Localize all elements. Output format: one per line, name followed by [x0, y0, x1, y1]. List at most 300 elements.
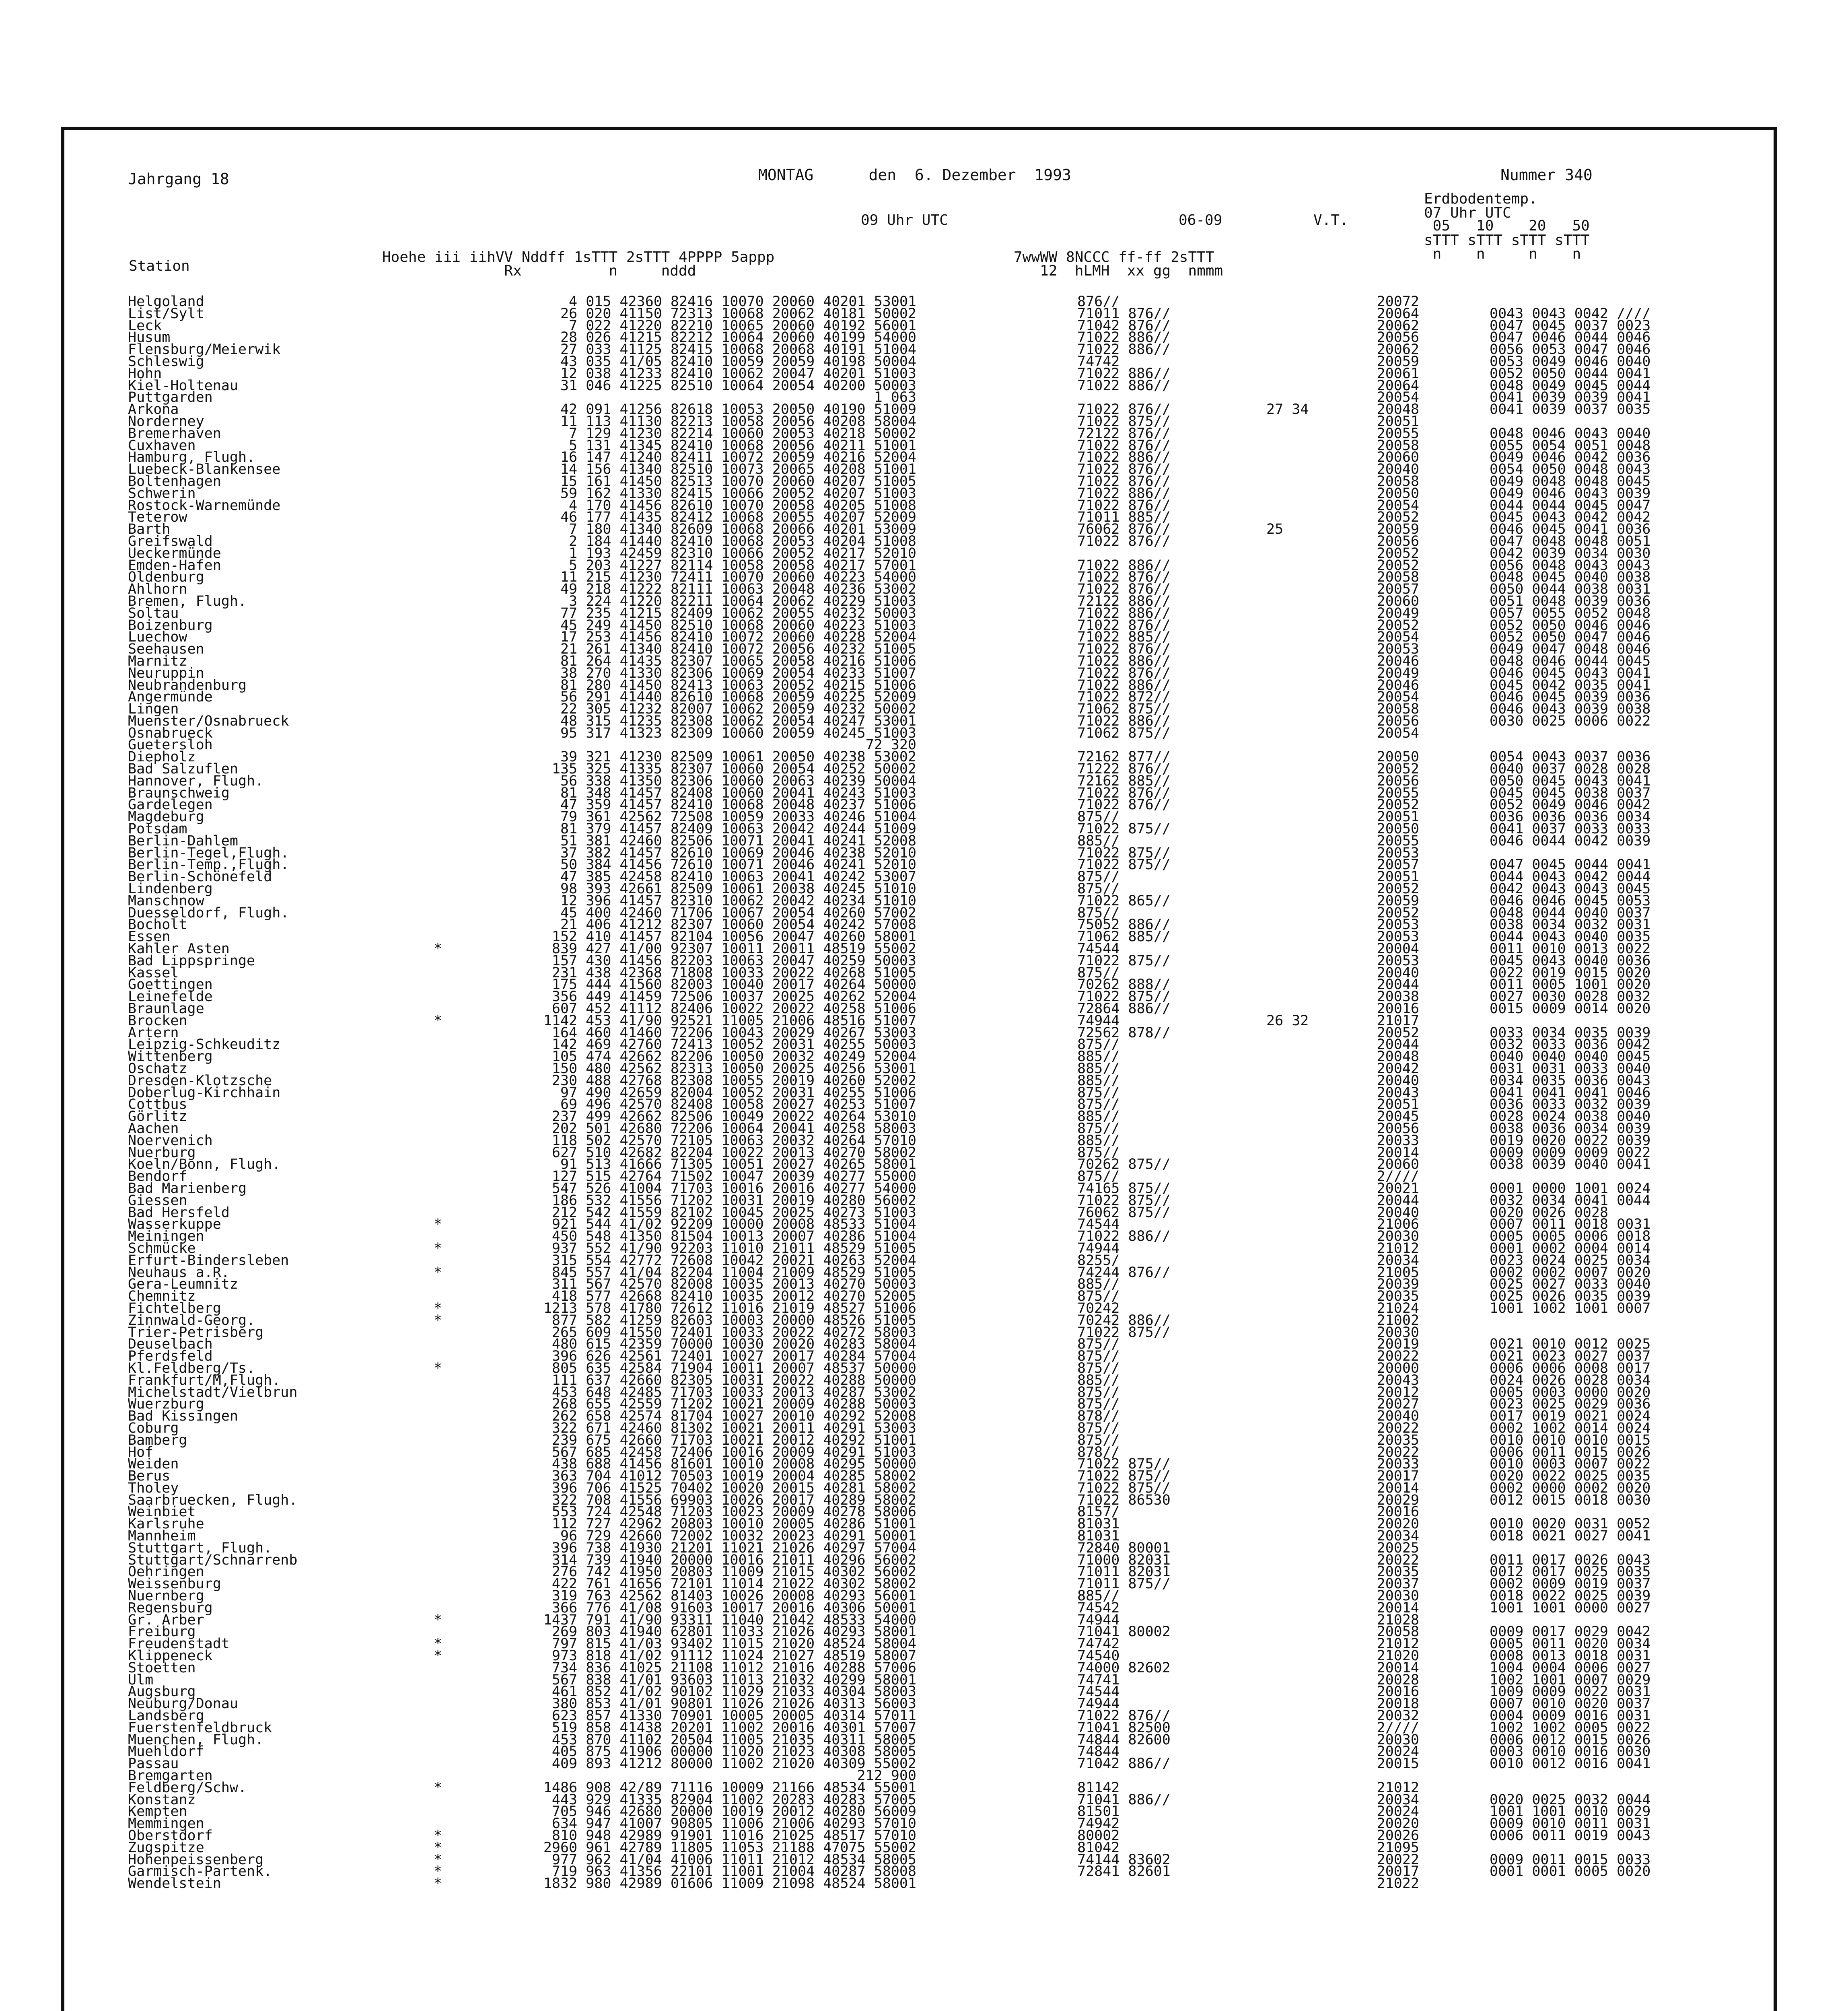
- soil-temperatures: 0002 0000 0002 0020: [1490, 1480, 1651, 1496]
- station-name: Berlin-Tegel,Flugh.: [128, 845, 289, 861]
- synop-groups: 81 348 41457 82408 10060 20041 40243 51003: [560, 785, 916, 801]
- soil-temperatures: 0050 0045 0043 0041: [1490, 773, 1651, 789]
- min-temp-group: 20014: [1377, 1144, 1419, 1161]
- synop-groups: 805 635 42584 71904 10011 20007 48537 50000: [552, 1360, 916, 1376]
- synop-groups: 797 815 41/03 93402 11015 21020 48524 58004: [552, 1636, 916, 1652]
- soil-temperatures: 0040 0040 0040 0045: [1490, 1049, 1651, 1065]
- extra-groups: 74944: [1077, 1240, 1120, 1256]
- station-name: Wendelstein: [128, 1875, 221, 1892]
- station-name: Goettingen: [128, 977, 213, 993]
- soil-temperatures: 0052 0050 0046 0046: [1490, 617, 1651, 633]
- station-name: Diepholz: [128, 749, 196, 765]
- min-temp-group: 20032: [1377, 1708, 1419, 1724]
- station-name: Teterow: [128, 509, 187, 526]
- station-name: Barth: [128, 521, 171, 538]
- station-name: Soltau: [128, 605, 179, 621]
- soil-temperatures: 0005 0003 0000 0020: [1490, 1384, 1651, 1400]
- extra-groups: 875//: [1077, 1420, 1120, 1436]
- soil-temperatures: 0004 0009 0016 0031: [1490, 1708, 1651, 1724]
- synop-groups: 5 203 41227 82114 10058 20058 40217 57001: [569, 557, 916, 574]
- wind-gust: 25: [1266, 521, 1284, 538]
- station-name: Freudenstadt: [128, 1636, 230, 1652]
- extra-groups: 875//: [1077, 1144, 1120, 1161]
- min-temp-group: 20056: [1377, 329, 1419, 346]
- synop-groups: 705 946 42680 20000 10019 20012 40280 56009: [552, 1803, 916, 1820]
- min-temp-group: 21024: [1377, 1300, 1419, 1316]
- synop-groups: 42 091 41256 82618 10053 20050 40190 51009: [560, 401, 916, 418]
- mountain-marker: *: [434, 1312, 442, 1328]
- min-temp-group: 20022: [1377, 1444, 1419, 1460]
- extra-groups: 71022 876//: [1077, 581, 1171, 598]
- station-name: Aachen: [128, 1120, 179, 1137]
- synop-groups: 4 170 41456 82610 10070 20058 40205 51008: [569, 497, 916, 514]
- synop-groups: 262 658 42574 81704 10027 20010 40292 52008: [552, 1408, 916, 1425]
- synop-groups: 553 724 42548 71203 10023 20009 40278 58006: [552, 1504, 916, 1520]
- soil-temperatures: 1001 1001 0000 0027: [1490, 1600, 1651, 1616]
- soil-temperatures: 0017 0019 0021 0024: [1490, 1408, 1651, 1425]
- synop-groups: 453 870 41102 20504 11005 21035 40311 58005: [552, 1731, 916, 1748]
- synop-groups: 973 818 41/02 91112 11024 21027 48519 58007: [552, 1648, 916, 1664]
- station-name: Hof: [128, 1444, 154, 1460]
- soil-temperatures: 0050 0044 0038 0031: [1490, 581, 1651, 598]
- synop-groups: 28 026 41215 82212 10064 20060 40199 54000: [560, 329, 916, 346]
- min-temp-group: 20049: [1377, 605, 1419, 621]
- table-row: [128, 1302, 1757, 1314]
- synop-groups: 3 224 41220 82211 10064 20062 40229 51003: [569, 593, 916, 609]
- soil-temperatures: 0051 0048 0039 0036: [1490, 593, 1651, 609]
- extra-groups: 70262 888//: [1077, 977, 1171, 993]
- synop-groups: 48 315 41235 82308 10062 20054 40247 53001: [560, 713, 916, 729]
- station-name: Kassel: [128, 964, 179, 981]
- extra-groups: 74165 875//: [1077, 1180, 1171, 1197]
- table-row: [128, 1494, 1757, 1506]
- synop-groups: 77 235 41215 82409 10062 20055 40232 50003: [560, 605, 916, 621]
- mountain-marker: *: [434, 1839, 442, 1856]
- mountain-marker: *: [434, 1851, 442, 1868]
- synop-groups: 91 513 41666 71305 10051 20027 40265 58001: [560, 1156, 916, 1173]
- extra-groups: 71022 875//: [1077, 1324, 1171, 1341]
- station-name: Gera-Leumnitz: [128, 1276, 238, 1293]
- min-temp-group: 20051: [1377, 809, 1419, 825]
- min-temp-group: 21017: [1377, 1012, 1419, 1029]
- mountain-marker: *: [434, 1863, 442, 1880]
- soil-temperatures: 0001 0002 0004 0014: [1490, 1240, 1651, 1256]
- station-name: Neuhaus a.R.: [128, 1264, 230, 1281]
- extra-groups: 71022 876//: [1077, 665, 1171, 681]
- min-temp-group: 20053: [1377, 641, 1419, 658]
- extra-groups: 71022 886//: [1077, 677, 1171, 693]
- synop-groups: 45 249 41450 82510 10068 20060 40223 51003: [560, 617, 916, 633]
- station-name: Feldberg/Schw.: [128, 1779, 247, 1796]
- min-temp-group: 20052: [1377, 761, 1419, 777]
- extra-groups: 71022 876//: [1077, 437, 1171, 454]
- extra-groups: 71022 876//: [1077, 473, 1171, 489]
- station-name: Husum: [128, 329, 171, 346]
- extra-groups: 74944: [1077, 1612, 1120, 1628]
- station-name: Seehausen: [128, 641, 204, 658]
- min-temp-group: 20018: [1377, 1696, 1419, 1712]
- synop-groups: 45 400 42460 71706 10067 20054 40260 57002: [560, 905, 916, 921]
- synop-groups: 12 396 41457 82310 10062 20042 40234 51010: [560, 892, 916, 909]
- station-name: Frankfurt/M,Flugh.: [128, 1372, 281, 1388]
- soil-temperatures: 0046 0045 0041 0036: [1490, 521, 1651, 538]
- station-name: Muehldorf: [128, 1744, 204, 1760]
- synop-groups: 380 853 41/01 90801 11026 21026 40313 56003: [552, 1696, 916, 1712]
- soil-temperatures: 0042 0039 0034 0030: [1490, 545, 1651, 561]
- station-name: Luebeck-Blankensee: [128, 461, 281, 478]
- station-name: Bad Kissingen: [128, 1408, 238, 1425]
- extra-groups: 71022 86530: [1077, 1492, 1171, 1508]
- synop-groups: 17 253 41456 82410 10072 20060 40228 52004: [560, 629, 916, 646]
- column-header-window: 06-09: [1179, 212, 1222, 228]
- soil-temperatures: 0049 0048 0048 0045: [1490, 473, 1651, 489]
- extra-groups: 71022 875//: [1077, 1480, 1171, 1496]
- min-temp-group: 20016: [1377, 1001, 1419, 1017]
- soil-temperatures: 0015 0009 0014 0020: [1490, 1001, 1651, 1017]
- synop-groups: 1213 578 41780 72612 11016 21019 48527 51006: [543, 1300, 916, 1316]
- soil-temperatures: 0048 0046 0043 0040: [1490, 425, 1651, 442]
- soil-temperatures: 0044 0044 0045 0047: [1490, 497, 1651, 514]
- synop-groups: 47 359 41457 82410 10068 20048 40237 51006: [560, 797, 916, 813]
- station-name: Bad Lippspringe: [128, 952, 255, 969]
- synop-groups: 5 131 41345 82410 10068 20056 40211 51001: [569, 437, 916, 454]
- min-temp-group: 20000: [1377, 1360, 1419, 1376]
- soil-temperatures: 0019 0020 0022 0039: [1490, 1132, 1651, 1149]
- column-header-groups-sub: 12 hLMH xx gg nmmm: [1014, 263, 1223, 279]
- min-temp-group: 20016: [1377, 1504, 1419, 1520]
- extra-groups: 71022 876//: [1077, 461, 1171, 478]
- min-temp-group: 20054: [1377, 629, 1419, 646]
- synop-groups: 7 180 41340 82609 10068 20066 40201 53009: [569, 521, 916, 538]
- station-name: Zugspitze: [128, 1839, 204, 1856]
- synop-groups: 315 554 42772 72608 10042 20021 40263 52004: [552, 1252, 916, 1269]
- synop-groups: 839 427 41/00 92307 10011 20011 48519 55002: [552, 941, 916, 957]
- synop-groups: 4 015 42360 82416 10070 20060 40201 53001: [569, 294, 916, 310]
- soil-temperatures: 0052 0049 0046 0042: [1490, 797, 1651, 813]
- soil-temperatures: 1004 0004 0006 0027: [1490, 1659, 1651, 1676]
- table-row: [128, 1530, 1757, 1542]
- station-name: Neubrandenburg: [128, 677, 247, 693]
- table-row: [128, 1770, 1757, 1782]
- station-name: Bremgarten: [128, 1768, 213, 1784]
- soil-temperatures: 0054 0050 0048 0043: [1490, 461, 1651, 478]
- min-temp-group: 20034: [1377, 1252, 1419, 1269]
- synop-groups: 142 469 42760 72413 10052 20031 40255 50003: [552, 1036, 916, 1053]
- soil-temperatures: 0048 0049 0045 0044: [1490, 377, 1651, 394]
- extra-groups: 875//: [1077, 1288, 1120, 1305]
- min-temp-group: 20021: [1377, 1180, 1419, 1197]
- min-temp-group: 20049: [1377, 665, 1419, 681]
- station-name: Emden-Hafen: [128, 557, 221, 574]
- station-name: Oehringen: [128, 1564, 204, 1580]
- extra-groups: 875//: [1077, 1084, 1120, 1101]
- soil-temperatures: 0006 0012 0015 0026: [1490, 1731, 1651, 1748]
- min-temp-group: 21012: [1377, 1779, 1419, 1796]
- synop-groups: 418 577 42668 82410 10035 20012 40270 52005: [552, 1288, 916, 1305]
- min-temp-group: 20059: [1377, 353, 1419, 370]
- soil-temperatures: 0020 0022 0025 0035: [1490, 1468, 1651, 1485]
- min-temp-group: 20057: [1377, 581, 1419, 598]
- min-temp-group: 20035: [1377, 1564, 1419, 1580]
- min-temp-group: 21095: [1377, 1839, 1419, 1856]
- min-temp-group: 20052: [1377, 905, 1419, 921]
- mountain-marker: *: [434, 1612, 442, 1628]
- station-name: Hohenpeissenberg: [128, 1851, 264, 1868]
- min-temp-group: 20051: [1377, 413, 1419, 430]
- min-temp-group: 20059: [1377, 892, 1419, 909]
- extra-groups: 71062 885//: [1077, 929, 1171, 945]
- extra-groups: 875//: [1077, 964, 1120, 981]
- station-name: Kiel-Holtenau: [128, 377, 238, 394]
- synop-groups: 56 291 41440 82610 10068 20059 40225 52009: [560, 689, 916, 705]
- min-temp-group: 20026: [1377, 1828, 1419, 1844]
- table-row: [128, 1830, 1757, 1842]
- station-name: Landsberg: [128, 1708, 204, 1724]
- soil-temperatures: 0009 0017 0029 0042: [1490, 1624, 1651, 1640]
- min-temp-group: 20062: [1377, 317, 1419, 334]
- min-temp-group: 20014: [1377, 1600, 1419, 1616]
- soil-temperatures: 0038 0034 0032 0031: [1490, 917, 1651, 933]
- min-temp-group: 20044: [1377, 1192, 1419, 1209]
- extra-groups: 875//: [1077, 1384, 1120, 1400]
- synop-groups: 50 384 41456 72610 10071 20046 40241 52010: [560, 857, 916, 873]
- station-name: Duesseldorf, Flugh.: [128, 905, 289, 921]
- station-name: Bamberg: [128, 1432, 187, 1448]
- synop-groups: 72 320: [865, 737, 916, 753]
- synop-groups: 268 655 42559 71202 10021 20009 40288 50003: [552, 1396, 916, 1413]
- extra-groups: 74000 82602: [1077, 1659, 1171, 1676]
- extra-groups: 72122 886//: [1077, 593, 1171, 609]
- station-name: Stuttgart/Schnarrenb: [128, 1552, 298, 1568]
- synop-groups: 627 510 42682 82204 10022 20013 40270 58002: [552, 1144, 916, 1161]
- station-name: List/Sylt: [128, 305, 204, 322]
- synop-groups: 977 962 41/04 41006 11011 21012 48534 58005: [552, 1851, 916, 1868]
- extra-groups: 71022 872//: [1077, 689, 1171, 705]
- synop-groups: 118 502 42570 72105 10063 20032 40264 57010: [552, 1132, 916, 1149]
- table-row: [128, 1877, 1757, 1890]
- extra-groups: 875//: [1077, 1120, 1120, 1137]
- extra-groups: 76062 876//: [1077, 521, 1171, 538]
- soil-temperatures: 0054 0043 0037 0036: [1490, 749, 1651, 765]
- min-temp-group: 20052: [1377, 617, 1419, 633]
- station-name: Magdeburg: [128, 809, 204, 825]
- synop-groups: 7 129 41230 82214 10060 20053 40218 50002: [569, 425, 916, 442]
- min-temp-group: 20056: [1377, 713, 1419, 729]
- synop-groups: 95 317 41323 82309 10060 20059 40245 51003: [560, 725, 916, 741]
- extra-groups: 71041 886//: [1077, 1791, 1171, 1808]
- extra-groups: 71041 80002: [1077, 1624, 1171, 1640]
- synop-groups: 97 490 42659 82004 10052 20031 40255 51006: [560, 1084, 916, 1101]
- synop-groups: 14 156 41340 82510 10073 20065 40208 51001: [560, 461, 916, 478]
- synop-groups: 450 548 41350 81504 10013 20007 40286 51004: [552, 1228, 916, 1245]
- soil-temperatures: 0025 0027 0033 0040: [1490, 1276, 1651, 1293]
- extra-groups: 74944: [1077, 1696, 1120, 1712]
- soil-temperatures: 0023 0025 0029 0036: [1490, 1396, 1651, 1413]
- soil-temperatures: 0011 0017 0026 0043: [1490, 1552, 1651, 1568]
- station-name: Greifswald: [128, 533, 213, 549]
- soil-temperatures: 0045 0043 0040 0036: [1490, 952, 1651, 969]
- station-name: Bremerhaven: [128, 425, 221, 442]
- station-name: Flensburg/Meierwik: [128, 341, 281, 358]
- extra-groups: 71022 875//: [1077, 413, 1171, 430]
- synop-groups: 265 609 41550 72401 10033 20022 40272 58003: [552, 1324, 916, 1341]
- station-name: Luechow: [128, 629, 187, 646]
- synop-groups: 212 900: [857, 1768, 916, 1784]
- soil-temperatures: 0043 0043 0042 ////: [1490, 305, 1651, 322]
- extra-groups: 74144 83602: [1077, 1851, 1171, 1868]
- min-temp-group: 20033: [1377, 1456, 1419, 1472]
- station-name: Kl.Feldberg/Ts.: [128, 1360, 255, 1376]
- column-header-soil-time: 07 Uhr UTC: [1424, 205, 1511, 221]
- soil-temperatures: 0052 0050 0044 0041: [1490, 365, 1651, 382]
- min-temp-group: 20051: [1377, 869, 1419, 885]
- synop-groups: 921 544 41/02 92209 10000 20008 48533 51004: [552, 1216, 916, 1233]
- min-temp-group: 20044: [1377, 1036, 1419, 1053]
- extra-groups: 74542: [1077, 1600, 1120, 1616]
- extra-groups: 74944: [1077, 1012, 1120, 1029]
- station-name: Oberstdorf: [128, 1828, 213, 1844]
- min-temp-group: 21012: [1377, 1240, 1419, 1256]
- station-name: Osnabrueck: [128, 725, 213, 741]
- synop-groups: 230 488 42768 82308 10055 20019 40260 52002: [552, 1072, 916, 1089]
- soil-temperatures: 0031 0031 0033 0040: [1490, 1061, 1651, 1077]
- min-temp-group: 20061: [1377, 365, 1419, 382]
- min-temp-group: 20053: [1377, 845, 1419, 861]
- soil-temperatures: 0012 0017 0025 0035: [1490, 1564, 1651, 1580]
- extra-groups: 875//: [1077, 1336, 1120, 1353]
- synop-groups: 438 688 41456 81601 10010 20008 40295 50000: [552, 1456, 916, 1472]
- min-temp-group: 20017: [1377, 1468, 1419, 1485]
- min-temp-group: 20040: [1377, 461, 1419, 478]
- extra-groups: 72840 80001: [1077, 1540, 1171, 1556]
- synop-groups: 81 280 41450 82413 10063 20052 40215 51006: [560, 677, 916, 693]
- extra-groups: 71022 875//: [1077, 952, 1171, 969]
- station-name: Berus: [128, 1468, 171, 1485]
- min-temp-group: 20014: [1377, 1480, 1419, 1496]
- issue-number: Nummer 340: [1500, 166, 1593, 184]
- min-temp-group: 20040: [1377, 964, 1419, 981]
- min-temp-group: 20022: [1377, 1851, 1419, 1868]
- bulletin-frame: [61, 127, 1777, 2011]
- synop-groups: 396 706 41525 70402 10020 20015 40281 58002: [552, 1480, 916, 1496]
- min-temp-group: 20072: [1377, 294, 1419, 310]
- station-name: Berlin-Temp.,Flugh.: [128, 857, 289, 873]
- extra-groups: 71022 876//: [1077, 1708, 1171, 1724]
- extra-groups: 885//: [1077, 1276, 1120, 1293]
- min-temp-group: 20055: [1377, 785, 1419, 801]
- station-name: Gardelegen: [128, 797, 213, 813]
- extra-groups: 71011 875//: [1077, 1576, 1171, 1592]
- station-name: Regensburg: [128, 1600, 213, 1616]
- min-temp-group: 20053: [1377, 929, 1419, 945]
- extra-groups: 72864 886//: [1077, 1001, 1171, 1017]
- extra-groups: 74544: [1077, 1216, 1120, 1233]
- station-name: Oldenburg: [128, 569, 204, 586]
- min-temp-group: 20048: [1377, 1049, 1419, 1065]
- min-temp-group: 20040: [1377, 1204, 1419, 1221]
- soil-temperatures: 0028 0024 0038 0040: [1490, 1108, 1651, 1125]
- column-header-soil-codes: sTTT sTTT sTTT sTTT: [1424, 232, 1590, 249]
- synop-groups: 56 338 41350 82306 10060 20063 40239 50004: [560, 773, 916, 789]
- extra-groups: 74741: [1077, 1672, 1120, 1688]
- extra-groups: 70262 875//: [1077, 1156, 1171, 1173]
- station-name: Karlsruhe: [128, 1516, 204, 1532]
- extra-groups: 81031: [1077, 1516, 1120, 1532]
- soil-temperatures: 0046 0045 0039 0036: [1490, 689, 1651, 705]
- min-temp-group: 20060: [1377, 449, 1419, 466]
- min-temp-group: 20060: [1377, 1156, 1419, 1173]
- station-name: Berlin-Dahlem: [128, 833, 238, 849]
- min-temp-group: 20022: [1377, 1420, 1419, 1436]
- soil-temperatures: 0023 0024 0025 0034: [1490, 1252, 1651, 1269]
- station-name: Görlitz: [128, 1108, 187, 1125]
- min-temp-group: 20054: [1377, 725, 1419, 741]
- synop-groups: 1 063: [874, 389, 916, 406]
- extra-groups: 71011 885//: [1077, 509, 1171, 526]
- column-header-soil-temp: Erdbodentemp.: [1424, 191, 1537, 207]
- extra-groups: 885//: [1077, 1049, 1120, 1065]
- min-temp-group: 20004: [1377, 941, 1419, 957]
- station-name: Boizenburg: [128, 617, 213, 633]
- min-temp-group: 21012: [1377, 1636, 1419, 1652]
- synop-groups: 175 444 41560 82003 10040 20017 40264 50000: [552, 977, 916, 993]
- table-row: [128, 727, 1757, 739]
- station-name: Dresden-Klotzsche: [128, 1072, 272, 1089]
- table-row: [128, 1863, 1757, 1880]
- extra-groups: 8157/: [1077, 1504, 1120, 1520]
- soil-temperatures: 0005 0005 0006 0018: [1490, 1228, 1651, 1245]
- station-name: Schleswig: [128, 353, 204, 370]
- extra-groups: 71022 876//: [1077, 641, 1171, 658]
- extra-groups: 74844: [1077, 1744, 1120, 1760]
- synop-groups: 366 776 41/08 91603 10017 20016 40306 50001: [552, 1600, 916, 1616]
- soil-temperatures: 0049 0046 0042 0036: [1490, 449, 1651, 466]
- synop-groups: 519 858 41438 20201 11002 20016 40301 57007: [552, 1719, 916, 1736]
- soil-temperatures: 0033 0034 0035 0039: [1490, 1024, 1651, 1041]
- synop-groups: 157 430 41456 82203 10063 20047 40259 50003: [552, 952, 916, 969]
- extra-groups: 878//: [1077, 1444, 1120, 1460]
- soil-temperatures: 0006 0006 0008 0017: [1490, 1360, 1651, 1376]
- extra-groups: 875//: [1077, 1036, 1120, 1053]
- extra-groups: 72841 82601: [1077, 1863, 1171, 1880]
- soil-temperatures: 0047 0048 0048 0051: [1490, 533, 1651, 549]
- column-header-main-sub: Rx n nddd: [382, 263, 696, 279]
- soil-temperatures: 0040 0037 0028 0028: [1490, 761, 1651, 777]
- min-temp-group: 20043: [1377, 1372, 1419, 1388]
- min-temp-group: 20050: [1377, 485, 1419, 502]
- extra-groups: 81031: [1077, 1528, 1120, 1544]
- soil-temperatures: 0009 0011 0015 0033: [1490, 1851, 1651, 1868]
- extra-groups: 885//: [1077, 1588, 1120, 1604]
- synop-groups: 567 838 41/01 93603 11013 21032 40299 58001: [552, 1672, 916, 1688]
- synop-groups: 319 763 42562 81403 10026 20008 40293 56001: [552, 1588, 916, 1604]
- extra-groups: 81142: [1077, 1779, 1120, 1796]
- date-title: MONTAG den 6. Dezember 1993: [758, 166, 1071, 184]
- synop-groups: 96 729 42660 72002 10032 20023 40291 50001: [560, 1528, 916, 1544]
- extra-groups: 885//: [1077, 1072, 1120, 1089]
- soil-temperatures: 0036 0033 0032 0039: [1490, 1096, 1651, 1113]
- synop-groups: 47 385 42458 82410 10063 20041 40242 53007: [560, 869, 916, 885]
- extra-groups: 71022 886//: [1077, 713, 1171, 729]
- extra-groups: 74544: [1077, 941, 1120, 957]
- station-name: Leipzig-Schkeuditz: [128, 1036, 281, 1053]
- soil-temperatures: 0056 0048 0043 0043: [1490, 557, 1651, 574]
- extra-groups: 71022 876//: [1077, 797, 1171, 813]
- station-name: Bremen, Flugh.: [128, 593, 247, 609]
- min-temp-group: 20043: [1377, 1084, 1419, 1101]
- station-name: Neuruppin: [128, 665, 204, 681]
- synop-groups: 135 325 41335 82307 10060 20054 40252 50002: [552, 761, 916, 777]
